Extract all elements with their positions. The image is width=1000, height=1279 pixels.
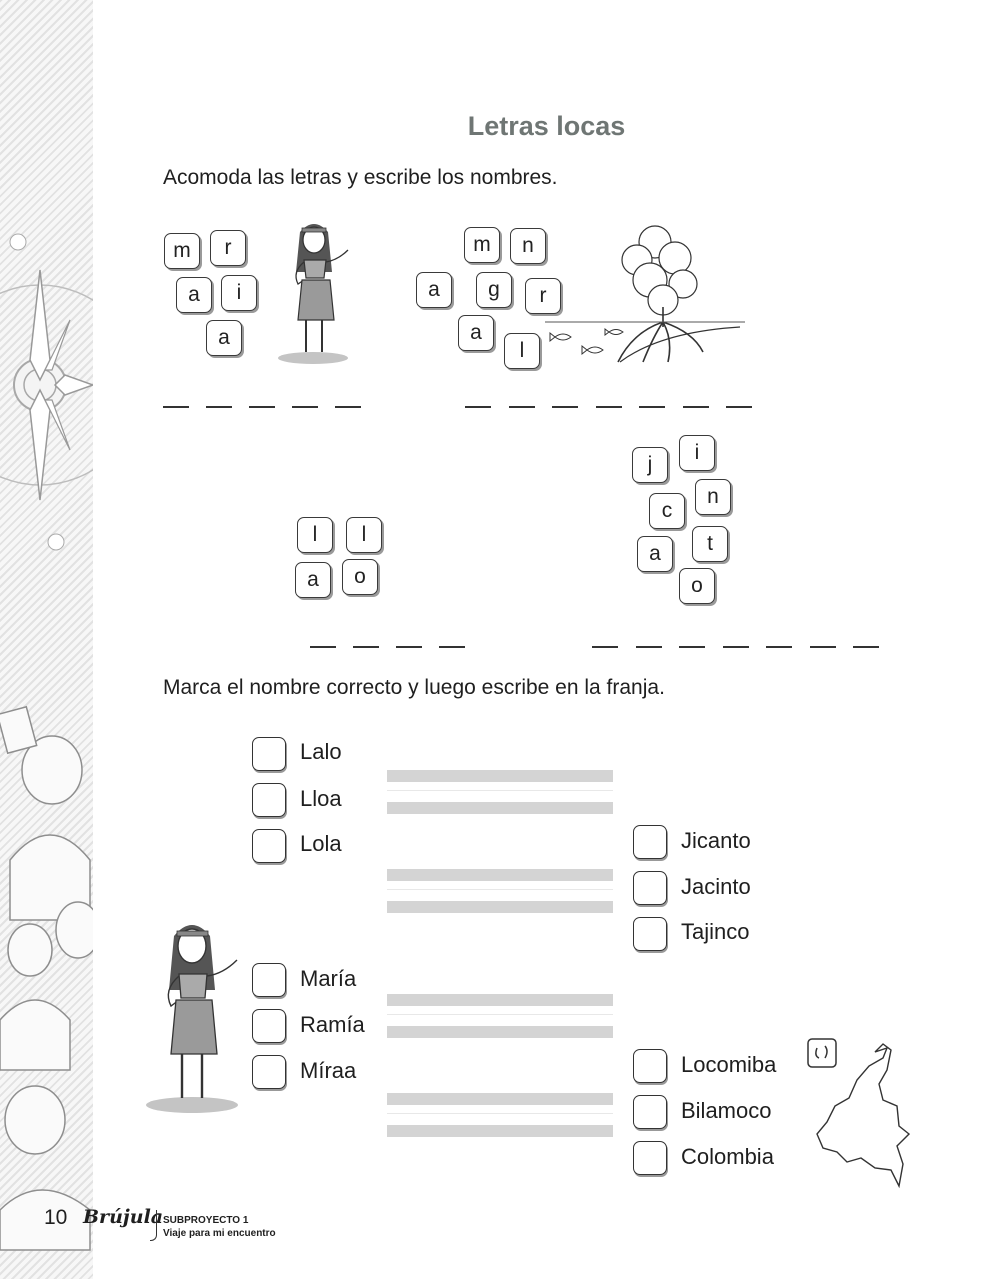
answer-blank[interactable] — [249, 406, 275, 408]
option-checkbox[interactable] — [252, 783, 286, 817]
children-illustration — [0, 690, 93, 1250]
answer-blank[interactable] — [353, 646, 379, 648]
answer-blank[interactable] — [596, 406, 622, 408]
footer-subtitle: Viaje para mi encuentro — [163, 1228, 276, 1239]
answer-blank[interactable] — [683, 406, 709, 408]
answer-blank[interactable] — [206, 406, 232, 408]
option-checkbox[interactable] — [252, 737, 286, 771]
instruction-arrange: Acomoda las letras y escribe los nombres. — [163, 166, 558, 189]
letter-tile: a — [206, 320, 242, 356]
instruction-mark: Marca el nombre correcto y luego escribe en la franja. — [163, 676, 665, 699]
compass-rose-icon — [0, 230, 93, 560]
answer-blank[interactable] — [310, 646, 336, 648]
option-checkbox[interactable] — [252, 829, 286, 863]
answer-blank[interactable] — [163, 406, 189, 408]
answer-blank[interactable] — [335, 406, 361, 408]
letter-tile: m — [464, 227, 500, 263]
answer-strip[interactable] — [387, 869, 613, 913]
indigenous-girl-illustration — [144, 918, 244, 1118]
letter-tile: o — [679, 568, 715, 604]
option-label: Míraa — [300, 1058, 357, 1083]
option-label: Lloa — [300, 786, 342, 811]
option-label: Jacinto — [681, 874, 751, 899]
answer-blank[interactable] — [292, 406, 318, 408]
letter-tile: a — [637, 536, 673, 572]
option-checkbox[interactable] — [633, 871, 667, 905]
page-title: Letras locas — [467, 111, 626, 141]
letter-tile: i — [679, 435, 715, 471]
decorative-sidebar — [0, 0, 93, 1279]
answer-blank[interactable] — [396, 646, 422, 648]
answer-blank[interactable] — [639, 406, 665, 408]
letter-tile: c — [649, 493, 685, 529]
letter-tile: o — [342, 559, 378, 595]
option-checkbox[interactable] — [252, 1009, 286, 1043]
brand-logo: Brújula — [83, 1206, 164, 1228]
answer-blank[interactable] — [723, 646, 749, 648]
answer-blank[interactable] — [726, 406, 752, 408]
letter-tile: m — [164, 233, 200, 269]
option-checkbox[interactable] — [633, 1095, 667, 1129]
answer-blank[interactable] — [592, 646, 618, 648]
option-label: Jicanto — [681, 828, 751, 853]
answer-strip[interactable] — [387, 1093, 613, 1137]
colombia-map-icon — [805, 1036, 915, 1191]
answer-blank[interactable] — [636, 646, 662, 648]
letter-tile: t — [692, 526, 728, 562]
letter-tile: r — [525, 278, 561, 314]
letter-tile: j — [632, 447, 668, 483]
answer-blank[interactable] — [679, 646, 705, 648]
mangrove-tree-illustration — [545, 212, 745, 372]
option-label: Bilamoco — [681, 1098, 772, 1123]
letter-tile: n — [695, 479, 731, 515]
footer-subproject: SUBPROYECTO 1 — [163, 1215, 249, 1226]
footer-separator — [150, 1210, 157, 1241]
option-label: Colombia — [681, 1144, 774, 1169]
letter-tile: r — [210, 230, 246, 266]
answer-blank[interactable] — [552, 406, 578, 408]
letter-tile: a — [295, 562, 331, 598]
letter-tile: a — [176, 277, 212, 313]
answer-strip[interactable] — [387, 770, 613, 814]
option-checkbox[interactable] — [633, 917, 667, 951]
answer-strip[interactable] — [387, 994, 613, 1038]
letter-tile: a — [458, 315, 494, 351]
option-checkbox[interactable] — [252, 963, 286, 997]
option-label: Lola — [300, 831, 342, 856]
page-number: 10 — [44, 1206, 68, 1229]
answer-blank[interactable] — [853, 646, 879, 648]
option-label: María — [300, 966, 357, 991]
answer-blank[interactable] — [465, 406, 491, 408]
answer-blank[interactable] — [810, 646, 836, 648]
letter-tile: l — [297, 517, 333, 553]
option-label: Ramía — [300, 1012, 365, 1037]
letter-tile: l — [346, 517, 382, 553]
answer-blank[interactable] — [766, 646, 792, 648]
option-checkbox[interactable] — [252, 1055, 286, 1089]
letter-tile: l — [504, 333, 540, 369]
letter-tile: i — [221, 275, 257, 311]
option-checkbox[interactable] — [633, 1141, 667, 1175]
option-checkbox[interactable] — [633, 825, 667, 859]
letter-tile: g — [476, 272, 512, 308]
letter-tile: a — [416, 272, 452, 308]
answer-blank[interactable] — [509, 406, 535, 408]
option-label: Lalo — [300, 739, 342, 764]
letter-tile: n — [510, 228, 546, 264]
answer-blank[interactable] — [439, 646, 465, 648]
option-label: Locomiba — [681, 1052, 777, 1077]
option-label: Tajinco — [681, 919, 750, 944]
option-checkbox[interactable] — [633, 1049, 667, 1083]
indigenous-girl-illustration — [278, 218, 358, 368]
